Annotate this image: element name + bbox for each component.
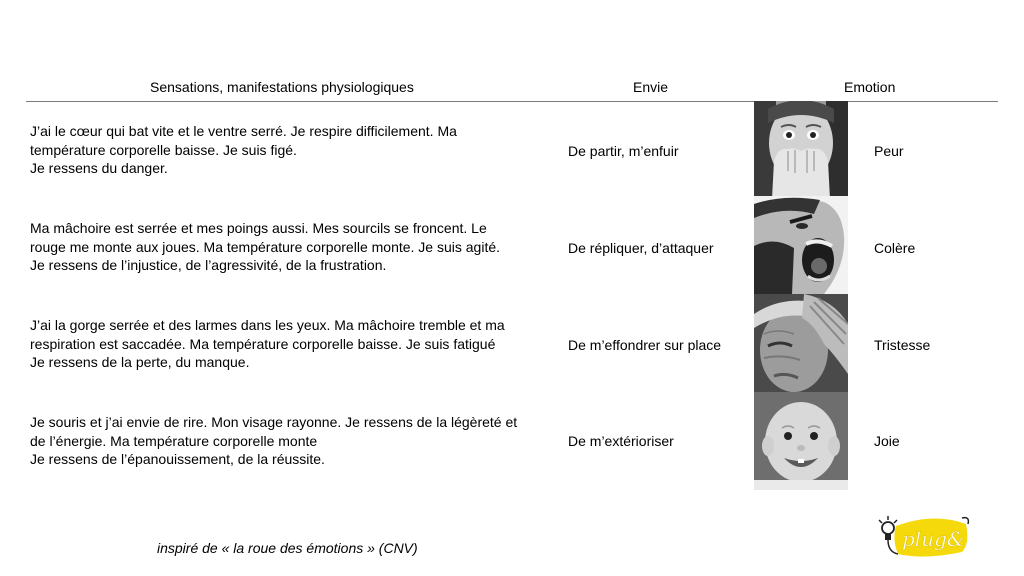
sensation-line: rouge me monte aux joues. Ma température corporelle monte. Je suis agité. bbox=[30, 238, 501, 255]
sad-elderly-man-photo bbox=[754, 294, 848, 392]
row-joie-emotion: Joie bbox=[874, 433, 900, 449]
header-divider bbox=[26, 101, 998, 102]
sensation-line: Je ressens du danger. bbox=[30, 160, 168, 176]
row-peur-envie: De partir, m’enfuir bbox=[568, 143, 679, 159]
sensation-line: de l’énergie. Ma température corporelle monte bbox=[30, 432, 318, 449]
row-tristesse-sensations bbox=[30, 316, 560, 372]
row-peur-sensations bbox=[30, 122, 560, 178]
sensation-line: J’ai la gorge serrée et des larmes dans les yeux. Ma mâchoire tremble et ma bbox=[30, 317, 505, 333]
shouting-man-photo bbox=[754, 196, 848, 294]
row-peur-emotion: Peur bbox=[874, 143, 904, 159]
sensation-line: Je souris et j’ai envie de rire. Mon visage rayonne. Je ressens de la légèreté et bbox=[30, 414, 518, 430]
sensation-line: température corporelle baisse. Je suis figé. bbox=[30, 141, 297, 158]
source-footnote: inspiré de « la roue des émotions » (CNV) bbox=[157, 540, 418, 556]
sensation-line: Je ressens de l’injustice, de l’agressivité, de la frustration. bbox=[30, 257, 387, 273]
header-sensations: Sensations, manifestations physiologiques bbox=[150, 79, 414, 95]
sensation-line: Je ressens de la perte, du manque. bbox=[30, 354, 250, 370]
plug-logo bbox=[874, 510, 974, 564]
header-envie: Envie bbox=[633, 79, 669, 95]
header-emotion: Emotion bbox=[844, 79, 896, 95]
row-joie-envie: De m’extérioriser bbox=[568, 433, 674, 449]
row-colere-envie: De répliquer, d’attaquer bbox=[568, 240, 714, 256]
row-joie-sensations bbox=[30, 413, 560, 469]
row-tristesse-envie: De m’effondrer sur place bbox=[568, 337, 722, 353]
smiling-baby-photo bbox=[754, 392, 848, 490]
svg-text:plug&: plug& bbox=[902, 527, 965, 551]
row-tristesse-emotion: Tristesse bbox=[874, 337, 931, 353]
sensation-line: Je ressens de l’épanouissement, de la réussite. bbox=[30, 451, 325, 467]
sensation-line: Ma mâchoire est serrée et mes poings aussi. Mes sourcils se froncent. Le bbox=[30, 220, 487, 236]
child-covering-mouth-photo bbox=[754, 101, 848, 199]
sensation-line: respiration est saccadée. Ma température corporelle baisse. Je suis fatigué bbox=[30, 335, 496, 352]
row-colere-emotion: Colère bbox=[874, 240, 916, 256]
sensation-line: J’ai le cœur qui bat vite et le ventre serré. Je respire difficilement. Ma bbox=[30, 123, 457, 139]
row-colere-sensations bbox=[30, 219, 560, 275]
